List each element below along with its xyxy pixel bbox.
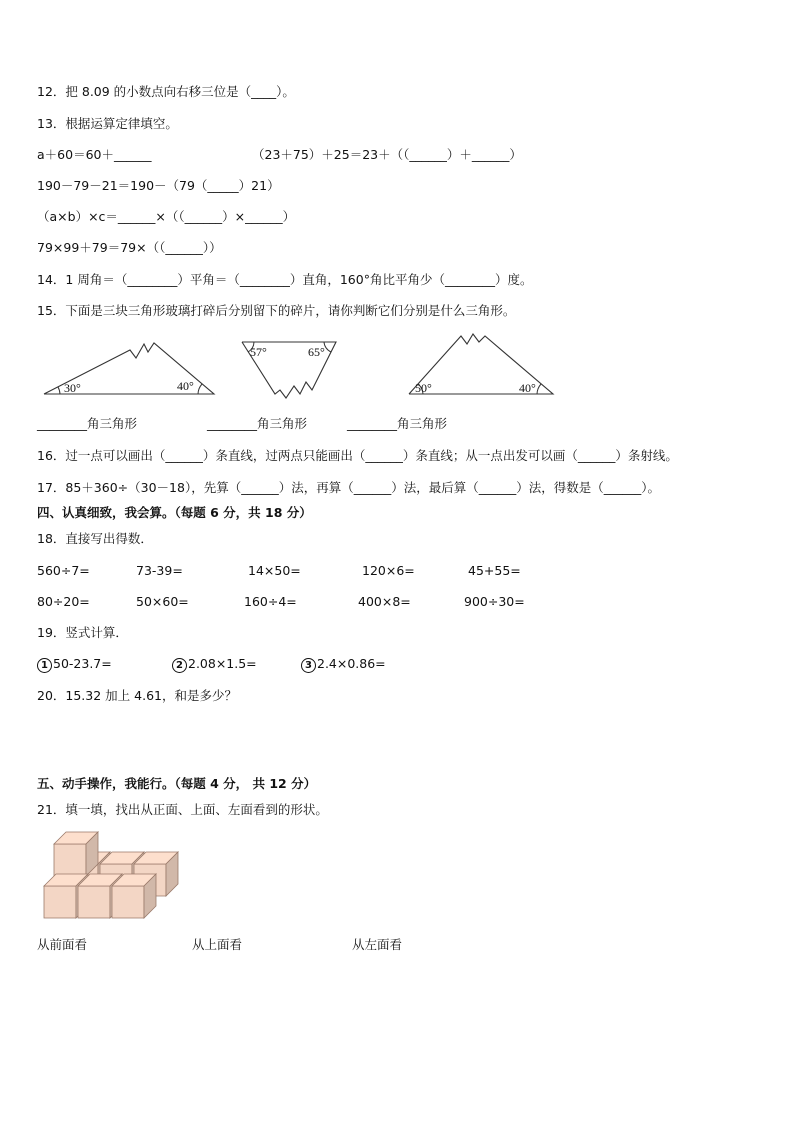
q18-row1-item-4: 120×6= bbox=[362, 563, 415, 578]
triangle-fragment-1 bbox=[42, 338, 217, 398]
triangle-1-right-arc bbox=[198, 384, 202, 394]
question-13-line-2: 190－79－21＝190－（79（_____）21） bbox=[37, 178, 280, 193]
q19-item-3-expr: 2.4×0.86= bbox=[317, 656, 386, 671]
triangle-1-left-angle: 30° bbox=[64, 381, 81, 395]
question-21-title: 21．填一填，找出从正面、上面、左面看到的形状。 bbox=[37, 802, 328, 817]
q18-row2-item-4: 400×8= bbox=[358, 594, 411, 609]
cube-7-front bbox=[112, 886, 144, 918]
triangle-2-right-arc bbox=[324, 342, 331, 352]
triangle-1-right-angle: 40° bbox=[177, 379, 194, 393]
triangle-3-left-angle: 50° bbox=[415, 381, 432, 395]
triangle-3-right-angle: 40° bbox=[519, 381, 536, 395]
cube-4-front bbox=[54, 844, 86, 876]
question-15-answer-1: ________角三角形 bbox=[37, 416, 138, 431]
q18-row2-item-3: 160÷4= bbox=[244, 594, 297, 609]
question-15-title: 15．下面是三块三角形玻璃打碎后分别留下的碎片，请你判断它们分别是什么三角形。 bbox=[37, 303, 516, 318]
q18-row2-item-1: 80÷20= bbox=[37, 594, 90, 609]
triangle-1-left-arc bbox=[58, 387, 60, 394]
question-17: 17．85＋360÷（30－18），先算（______）法，再算（______）法，最后算（______）法，得数是（______）。 bbox=[37, 480, 660, 495]
q19-item-2 bbox=[172, 656, 257, 673]
q18-row1-item-1: 560÷7= bbox=[37, 563, 90, 578]
q19-item-3 bbox=[301, 656, 386, 673]
question-18-title: 18．直接写出得数． bbox=[37, 531, 153, 546]
question-13-line-1a: a＋60＝60＋______ bbox=[37, 147, 152, 162]
cube-group bbox=[44, 832, 178, 918]
q19-item-1 bbox=[37, 656, 112, 673]
triangle-fragment-2 bbox=[240, 340, 340, 402]
question-15-answer-2: ________角三角形 bbox=[207, 416, 308, 431]
q18-row2-item-5: 900÷30= bbox=[464, 594, 525, 609]
question-12: 12．把 8.09 的小数点向右移三位是（____）。 bbox=[37, 84, 295, 99]
view-label-top: 从上面看 bbox=[192, 937, 243, 952]
question-16: 16．过一点可以画出（______）条直线，过两点只能画出（______）条直线；从一点出发可以画（______）条射线。 bbox=[37, 448, 678, 463]
question-13-line-4: 79×99＋79＝79×（（______）） bbox=[37, 240, 222, 255]
view-label-front: 从前面看 bbox=[37, 937, 88, 952]
cube-6-front bbox=[78, 886, 110, 918]
triangle-3-right-arc bbox=[537, 384, 541, 394]
q18-row1-item-5: 45+55= bbox=[468, 563, 521, 578]
triangle-2-right-angle: 65° bbox=[308, 345, 325, 359]
question-15-answer-3: ________角三角形 bbox=[347, 416, 448, 431]
circled-number-2: 2 bbox=[172, 658, 187, 673]
triangle-2-left-angle: 57° bbox=[250, 345, 267, 359]
cube-arrangement bbox=[40, 830, 175, 925]
q19-item-2-expr: 2.08×1.5= bbox=[188, 656, 257, 671]
view-label-left: 从左面看 bbox=[352, 937, 403, 952]
question-13-line-1b: （23＋75）＋25＝23＋（（______）＋______） bbox=[252, 147, 522, 162]
q18-row1-item-3: 14×50= bbox=[248, 563, 301, 578]
circled-number-3: 3 bbox=[301, 658, 316, 673]
cube-5-front bbox=[44, 886, 76, 918]
question-14: 14．1 周角＝（________）平角＝（________）直角，160°角比平角少（________）度。 bbox=[37, 272, 533, 287]
circled-number-1: 1 bbox=[37, 658, 52, 673]
q18-row1-item-2: 73-39= bbox=[136, 563, 183, 578]
triangle-fragment-3 bbox=[405, 330, 557, 398]
q19-item-1-expr: 50-23.7= bbox=[53, 656, 112, 671]
question-13-title: 13．根据运算定律填空。 bbox=[37, 116, 178, 131]
question-13-line-3: （a×b）×c＝______×（（______）×______） bbox=[37, 209, 296, 224]
q18-row2-item-2: 50×60= bbox=[136, 594, 189, 609]
question-20: 20．15.32 加上 4.61，和是多少？ bbox=[37, 688, 237, 703]
section-4-heading: 四、认真细致，我会算。（每题 6 分，共 18 分） bbox=[37, 505, 312, 520]
section-5-heading: 五、动手操作，我能行。（每题 4 分， 共 12 分） bbox=[37, 776, 317, 791]
question-19-title: 19．竖式计算． bbox=[37, 625, 128, 640]
